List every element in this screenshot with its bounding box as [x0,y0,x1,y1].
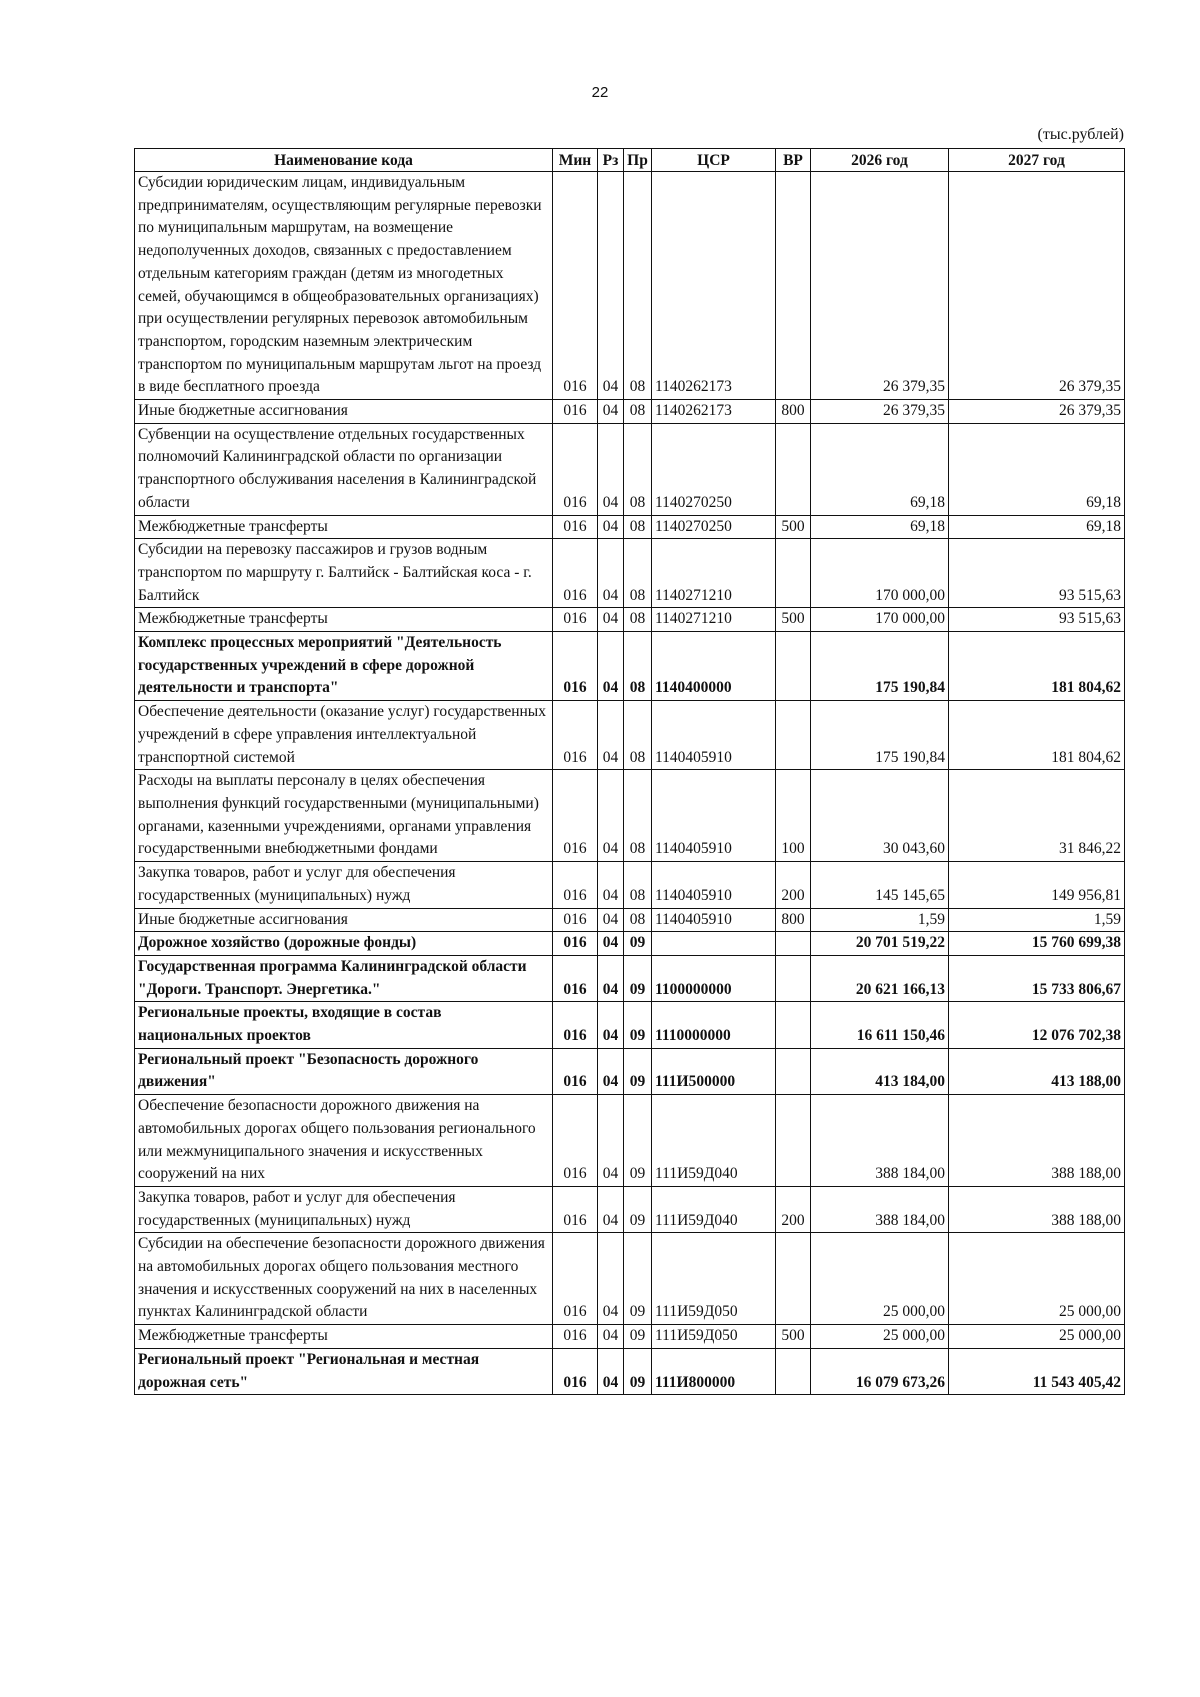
cell-name: Региональный проект "Региональная и местная дорожная сеть" [135,1348,553,1394]
cell-rz: 04 [598,955,624,1001]
cell-rz: 04 [598,1002,624,1048]
cell-2026: 69,18 [811,423,949,515]
cell-min: 016 [553,1348,598,1394]
cell-csr: 1100000000 [652,955,776,1001]
cell-name: Иные бюджетные ассигнования [135,908,553,932]
cell-csr: 1140270250 [652,515,776,539]
cell-rz: 04 [598,1348,624,1394]
cell-name: Расходы на выплаты персоналу в целях обеспечения выполнения функций государственными (муниципальными) органами, казенными учреждениями, органами управления государственными внебюджетными фондами [135,770,553,862]
cell-vr: 100 [776,770,811,862]
cell-2026: 16 611 150,46 [811,1002,949,1048]
cell-2026: 20 621 166,13 [811,955,949,1001]
cell-rz: 04 [598,608,624,632]
cell-vr [776,1002,811,1048]
cell-2027: 149 956,81 [949,862,1125,908]
table-row [135,1325,1125,1349]
col-header-2026: 2026 год [811,149,949,172]
table-row [135,701,1125,770]
cell-2027: 25 000,00 [949,1233,1125,1325]
table-row [135,955,1125,1001]
cell-name: Иные бюджетные ассигнования [135,400,553,424]
cell-min: 016 [553,770,598,862]
cell-vr [776,539,811,608]
cell-pr: 08 [624,423,652,515]
cell-rz: 04 [598,862,624,908]
col-header-rz: Рз [598,149,624,172]
cell-2026: 1,59 [811,908,949,932]
cell-pr: 08 [624,539,652,608]
col-header-name: Наименование кода [135,149,553,172]
table-row [135,1002,1125,1048]
cell-2027: 15 760 699,38 [949,932,1125,956]
cell-csr: 1140271210 [652,608,776,632]
cell-2027: 388 188,00 [949,1186,1125,1232]
cell-name: Дорожное хозяйство (дорожные фонды) [135,932,553,956]
cell-pr: 09 [624,955,652,1001]
cell-2027: 93 515,63 [949,539,1125,608]
cell-min: 016 [553,701,598,770]
cell-name: Обеспечение безопасности дорожного движения на автомобильных дорогах общего пользования регионального или межмуниципального значения и искусственных сооружений на них [135,1095,553,1187]
cell-name: Межбюджетные трансферты [135,608,553,632]
table-row [135,908,1125,932]
cell-2026: 20 701 519,22 [811,932,949,956]
cell-min: 016 [553,955,598,1001]
cell-name: Региональный проект "Безопасность дорожного движения" [135,1048,553,1094]
cell-2026: 26 379,35 [811,172,949,400]
col-header-2027: 2027 год [949,149,1125,172]
cell-vr: 500 [776,515,811,539]
cell-pr: 09 [624,1348,652,1394]
cell-csr: 1110000000 [652,1002,776,1048]
cell-vr [776,172,811,400]
col-header-min: Мин [553,149,598,172]
cell-2027: 11 543 405,42 [949,1348,1125,1394]
cell-2027: 1,59 [949,908,1125,932]
table-row [135,1048,1125,1094]
cell-name: Закупка товаров, работ и услуг для обеспечения государственных (муниципальных) нужд [135,1186,553,1232]
table-row [135,1233,1125,1325]
cell-2026: 170 000,00 [811,539,949,608]
cell-vr [776,423,811,515]
cell-2027: 93 515,63 [949,608,1125,632]
table-row [135,400,1125,424]
cell-name: Субсидии на перевозку пассажиров и грузов водным транспортом по маршруту г. Балтийск - Балтийская коса - г. Балтийск [135,539,553,608]
cell-min: 016 [553,539,598,608]
cell-csr: 1140262173 [652,172,776,400]
cell-2026: 25 000,00 [811,1233,949,1325]
cell-pr: 09 [624,932,652,956]
cell-vr [776,701,811,770]
cell-name: Межбюджетные трансферты [135,515,553,539]
units-label: (тыс.рублей) [1037,126,1124,143]
cell-rz: 04 [598,908,624,932]
cell-2027: 15 733 806,67 [949,955,1125,1001]
cell-2026: 175 190,84 [811,701,949,770]
cell-2027: 181 804,62 [949,701,1125,770]
cell-rz: 04 [598,515,624,539]
page-number: 22 [591,84,609,101]
cell-pr: 09 [624,1325,652,1349]
col-header-vr: ВР [776,149,811,172]
cell-min: 016 [553,1233,598,1325]
cell-vr: 200 [776,862,811,908]
table-row [135,423,1125,515]
cell-min: 016 [553,932,598,956]
cell-vr [776,632,811,701]
cell-name: Субсидии на обеспечение безопасности дорожного движения на автомобильных дорогах общего пользования местного значения и искусственных сооружений на них в населенных пунктах Калининградской области [135,1233,553,1325]
cell-csr: 1140270250 [652,423,776,515]
cell-vr [776,932,811,956]
cell-2026: 388 184,00 [811,1095,949,1187]
cell-2027: 388 188,00 [949,1095,1125,1187]
cell-min: 016 [553,1325,598,1349]
table-row [135,1348,1125,1394]
cell-name: Комплекс процессных мероприятий "Деятельность государственных учреждений в сфере дорожной деятельности и транспорта" [135,632,553,701]
cell-vr: 200 [776,1186,811,1232]
cell-pr: 08 [624,608,652,632]
cell-rz: 04 [598,932,624,956]
cell-rz: 04 [598,400,624,424]
table-body [135,172,1125,1395]
cell-pr: 08 [624,908,652,932]
cell-name: Обеспечение деятельности (оказание услуг) государственных учреждений в сфере управления интеллектуальной транспортной системой [135,701,553,770]
cell-csr: 1140405910 [652,770,776,862]
cell-rz: 04 [598,423,624,515]
cell-2027: 25 000,00 [949,1325,1125,1349]
cell-2027: 31 846,22 [949,770,1125,862]
cell-pr: 08 [624,770,652,862]
cell-pr: 08 [624,862,652,908]
table-header-row [135,149,1125,172]
cell-min: 016 [553,608,598,632]
cell-2027: 12 076 702,38 [949,1002,1125,1048]
cell-name: Субвенции на осуществление отдельных государственных полномочий Калининградской области по организации транспортного обслуживания населения в Калининградской области [135,423,553,515]
table-row [135,608,1125,632]
cell-pr: 08 [624,701,652,770]
cell-vr [776,1095,811,1187]
cell-vr: 500 [776,608,811,632]
col-header-pr: Пр [624,149,652,172]
cell-min: 016 [553,1186,598,1232]
cell-2026: 69,18 [811,515,949,539]
cell-rz: 04 [598,632,624,701]
cell-csr: 111И59Д050 [652,1233,776,1325]
cell-2027: 69,18 [949,515,1125,539]
col-header-csr: ЦСР [652,149,776,172]
cell-pr: 08 [624,172,652,400]
cell-min: 016 [553,908,598,932]
cell-min: 016 [553,423,598,515]
cell-vr [776,1348,811,1394]
cell-name: Субсидии юридическим лицам, индивидуальным предпринимателям, осуществляющим регулярные перевозки по муниципальным маршрутам, на возмещение недополученных доходов, связанных с предоставлением отдельным категориям граждан (детям из многодетных семей, обучающимся в общеобразовательных организациях) при осуществлении регулярных перевозок автомобильным транспортом, городским наземным электрическим транспортом по муниципальным маршрутам льгот на проезд в виде бесплатного проезда [135,172,553,400]
cell-csr: 111И59Д040 [652,1186,776,1232]
cell-csr: 111И800000 [652,1348,776,1394]
cell-rz: 04 [598,701,624,770]
cell-csr: 1140405910 [652,862,776,908]
cell-2027: 413 188,00 [949,1048,1125,1094]
cell-2026: 145 145,65 [811,862,949,908]
cell-rz: 04 [598,1233,624,1325]
cell-vr: 800 [776,400,811,424]
cell-2026: 388 184,00 [811,1186,949,1232]
cell-csr: 1140400000 [652,632,776,701]
cell-vr: 500 [776,1325,811,1349]
cell-2027: 69,18 [949,423,1125,515]
table-row [135,1095,1125,1187]
cell-min: 016 [553,400,598,424]
table-row [135,932,1125,956]
cell-csr: 1140262173 [652,400,776,424]
cell-rz: 04 [598,1095,624,1187]
cell-min: 016 [553,1048,598,1094]
cell-rz: 04 [598,1048,624,1094]
table-row [135,1186,1125,1232]
table-row [135,539,1125,608]
budget-table [134,148,1125,1395]
table-row [135,172,1125,400]
cell-vr [776,1233,811,1325]
cell-csr: 111И59Д050 [652,1325,776,1349]
cell-rz: 04 [598,770,624,862]
cell-2026: 30 043,60 [811,770,949,862]
cell-2026: 26 379,35 [811,400,949,424]
cell-vr: 800 [776,908,811,932]
cell-vr [776,955,811,1001]
table-row [135,515,1125,539]
cell-2026: 16 079 673,26 [811,1348,949,1394]
cell-pr: 09 [624,1048,652,1094]
cell-rz: 04 [598,1186,624,1232]
cell-csr [652,932,776,956]
cell-2026: 25 000,00 [811,1325,949,1349]
cell-2027: 26 379,35 [949,172,1125,400]
cell-name: Региональные проекты, входящие в состав национальных проектов [135,1002,553,1048]
cell-rz: 04 [598,172,624,400]
cell-pr: 09 [624,1095,652,1187]
cell-pr: 09 [624,1002,652,1048]
cell-vr [776,1048,811,1094]
cell-2026: 170 000,00 [811,608,949,632]
cell-name: Межбюджетные трансферты [135,1325,553,1349]
cell-min: 016 [553,515,598,539]
cell-csr: 1140405910 [652,908,776,932]
cell-min: 016 [553,632,598,701]
cell-pr: 08 [624,632,652,701]
cell-pr: 08 [624,400,652,424]
cell-2026: 413 184,00 [811,1048,949,1094]
table-row [135,632,1125,701]
cell-pr: 09 [624,1186,652,1232]
table-row [135,770,1125,862]
table-row [135,862,1125,908]
cell-rz: 04 [598,1325,624,1349]
cell-pr: 09 [624,1233,652,1325]
cell-2027: 26 379,35 [949,400,1125,424]
cell-2027: 181 804,62 [949,632,1125,701]
cell-csr: 111И59Д040 [652,1095,776,1187]
cell-rz: 04 [598,539,624,608]
cell-csr: 1140271210 [652,539,776,608]
cell-2026: 175 190,84 [811,632,949,701]
cell-min: 016 [553,172,598,400]
cell-name: Государственная программа Калининградской области "Дороги. Транспорт. Энергетика." [135,955,553,1001]
cell-min: 016 [553,1002,598,1048]
cell-name: Закупка товаров, работ и услуг для обеспечения государственных (муниципальных) нужд [135,862,553,908]
cell-csr: 1140405910 [652,701,776,770]
cell-csr: 111И500000 [652,1048,776,1094]
cell-pr: 08 [624,515,652,539]
cell-min: 016 [553,1095,598,1187]
cell-min: 016 [553,862,598,908]
